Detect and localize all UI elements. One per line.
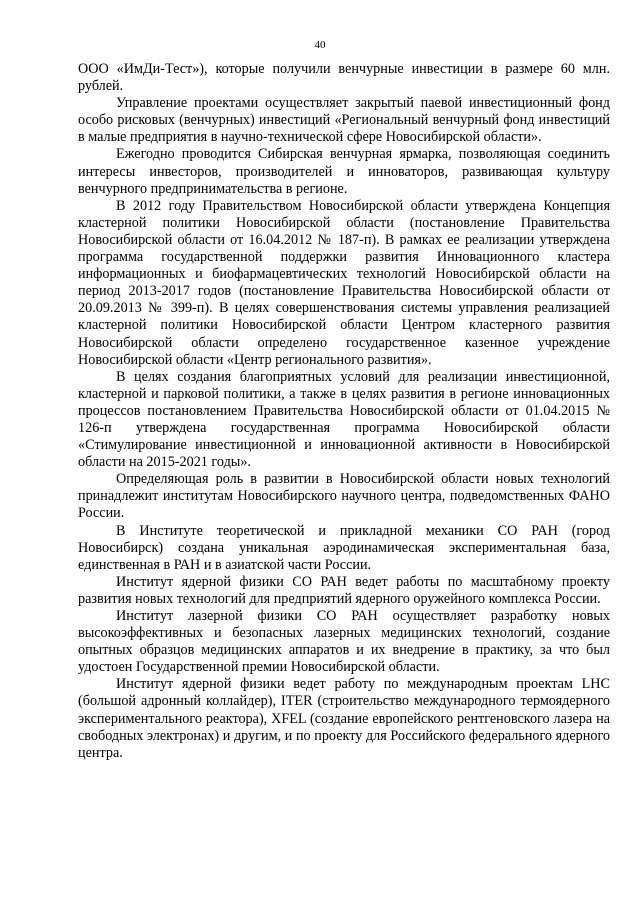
paragraph: Управление проектами осуществляет закрытый паевой инвестиционный фонд особо рисковых (венчурных) инвестиций «Региональный венчурный фонд инвестиций в малые предприятия в научно-технической сфере Новосибирской области». — [78, 95, 610, 146]
paragraph: Определяющая роль в развитии в Новосибирской области новых технологий принадлежит институтам Новосибирского научного центра, подведомственных ФАНО России. — [78, 471, 610, 522]
paragraph: Институт ядерной физики ведет работу по международным проектам LHC (большой адронный коллайдер), ITER (строительство международного термоядерного экспериментального реактора), XFEL (создание европейского рентгеновского лазера на свободных электронах) и другим, и по проекту для Российского федерального ядерного центра. — [78, 676, 610, 761]
paragraph-continued: ООО «ИмДи-Тест»), которые получили венчурные инвестиции в размере 60 млн. рублей. — [78, 61, 610, 95]
paragraph: В 2012 году Правительством Новосибирской области утверждена Концепция кластерной политики Новосибирской области (постановление Правительства Новосибирской области от 16.04.2012 № 187-п). В рамках ее реализации утверждена программа государственной поддержки развития Инновационного кластера информационных и биофармацевтических технологий Новосибирской области на период 2013-2017 годов (постановление Правительства Новосибирской области от 20.09.2013 № 399-п). В целях совершенствования системы управления реализацией кластерной политики Новосибирской области Центром кластерного развития Новосибирской области определено государственное казенное учреждение Новосибирской области «Центр регионального развития». — [78, 197, 610, 368]
page-number: 40 — [314, 39, 326, 51]
paragraph: В целях создания благоприятных условий для реализации инвестиционной, кластерной и парковой политики, а также в целях развития в регионе инновационных процессов постановлением Правительства Новосибирской области от 01.04.2015 № 126-п утверждена государственная программа Новосибирской области «Стимулирование инвестиционной и инновационной активности в Новосибирской области на 2015-2021 годы». — [78, 368, 610, 471]
paragraph: Институт лазерной физики СО РАН осуществляет разработку новых высокоэффективных и безопасных лазерных медицинских технологий, создание опытных образцов медицинских аппаратов и их внедрение в практику, за что был удостоен Государственной премии Новосибирской области. — [78, 608, 610, 676]
paragraph: В Институте теоретической и прикладной механики СО РАН (город Новосибирск) создана уникальная аэродинамическая экспериментальная база, единственная в РАН и в азиатской части России. — [78, 522, 610, 573]
body-text — [78, 61, 610, 762]
paragraph: Ежегодно проводится Сибирская венчурная ярмарка, позволяющая соединить интересы инвесторов, производителей и инноваторов, развивающая культуру венчурного предпринимательства в регионе. — [78, 146, 610, 197]
paragraph: Институт ядерной физики СО РАН ведет работы по масштабному проекту развития новых технологий для предприятий ядерного оружейного комплекса России. — [78, 573, 610, 607]
